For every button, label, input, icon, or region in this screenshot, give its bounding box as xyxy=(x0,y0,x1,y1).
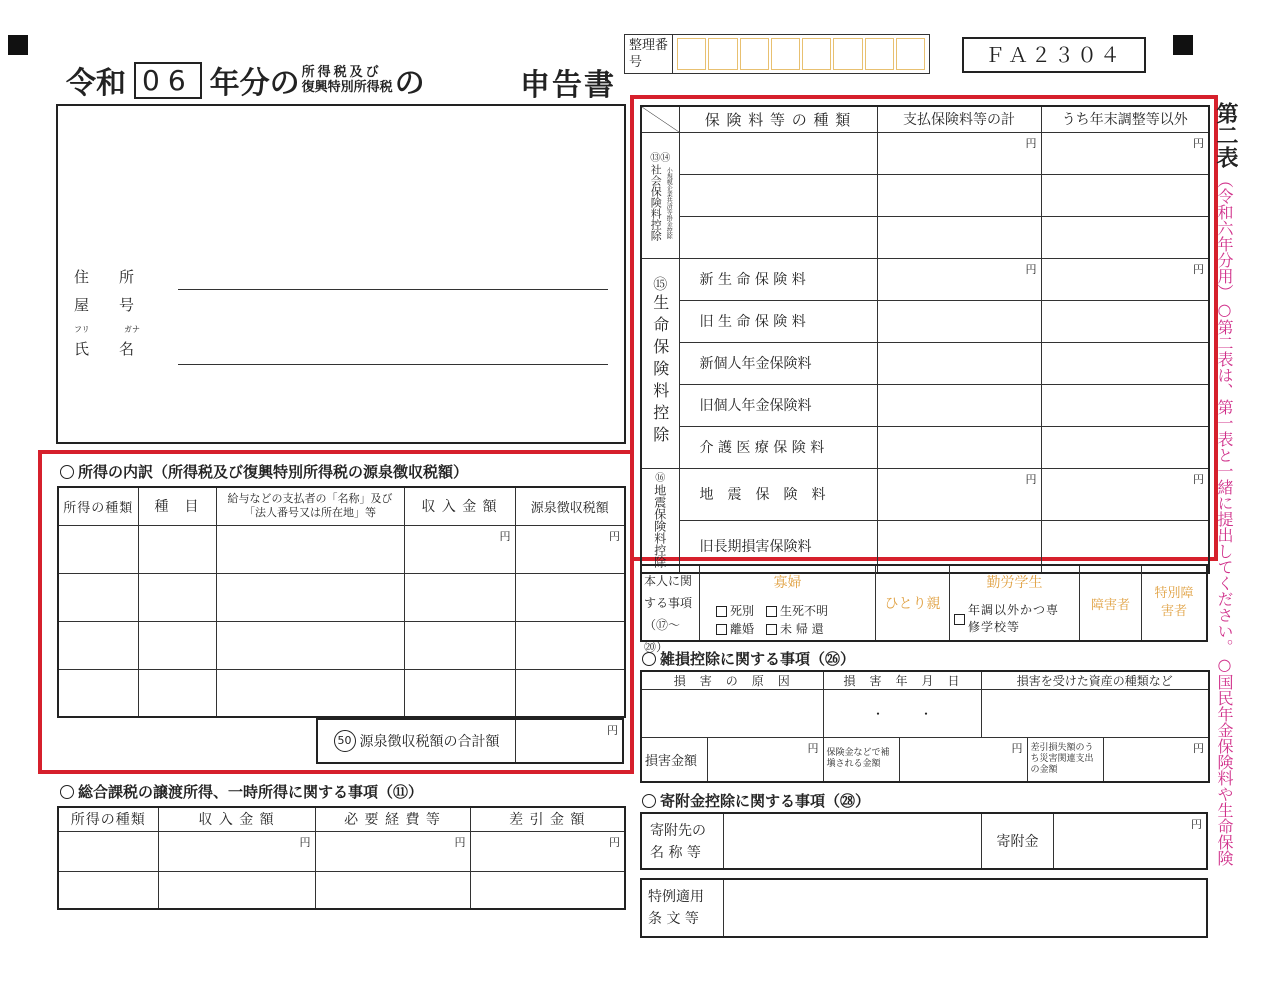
total-number-badge: 50 xyxy=(334,730,356,752)
name-label: 氏 名 xyxy=(74,340,135,358)
donation-amount-field[interactable]: 円 xyxy=(1191,818,1202,831)
income-breakdown-table xyxy=(57,486,626,718)
col-transfer-expense: 必 要 経 費 等 xyxy=(315,807,470,831)
withholding-total-field[interactable]: 円 xyxy=(607,724,618,737)
furigana-label-2: ガナ xyxy=(124,325,140,334)
side-note: （令和六年分用）○第二表は、第一表と一緒に提出してください。○国民年金保険料や生命保険 xyxy=(1215,172,1234,866)
address-line[interactable] xyxy=(178,289,608,290)
personal-label: 本人に関する事項（⑰〜⑳） xyxy=(642,566,700,640)
withholding-total-label: 源泉徴収税額の合計額 xyxy=(359,734,500,750)
personal-matters: 本人に関する事項（⑰〜⑳） 寡婦 死別 生死不明 離婚 未 帰 還 ひとり親 勤労学生 年調以外かつ専修学校等 障害者 特別障害者 xyxy=(640,564,1208,642)
col-paid-total: 支払保険料等の計 xyxy=(877,106,1041,132)
damage-amount-label: 損害金額 xyxy=(641,738,707,782)
col-asset: 損害を受けた資産の種類など xyxy=(981,671,1209,690)
col-cause: 損 害 の 原 因 xyxy=(641,671,823,690)
year-field[interactable]: 06 xyxy=(134,62,202,99)
table-row: 円 円 円 xyxy=(58,831,625,871)
form-title: 申告書 xyxy=(520,68,616,103)
life-row-label: 旧個人年金保険料 xyxy=(679,384,877,426)
col-item: 種 目 xyxy=(138,487,216,525)
era-label: 令和 xyxy=(66,66,126,101)
special-provision-field[interactable] xyxy=(724,880,1206,936)
earthquake-insurance-label: 地震保険料控除 xyxy=(652,483,667,568)
donation-row xyxy=(640,812,1208,870)
not-returned-checkbox[interactable] xyxy=(766,624,777,635)
tax-type-line2: 復興特別所得税 xyxy=(301,80,393,95)
income-breakdown-heading: 所得の内訳（所得税及び復興特別所得税の源泉徴収税額） xyxy=(60,461,468,482)
student-checkbox[interactable] xyxy=(954,614,965,625)
form-side-title: 第二表 xyxy=(1213,102,1238,168)
table-row xyxy=(58,621,625,669)
earthquake-insurance-group: ⑯ 地震保険料控除 xyxy=(641,468,679,573)
registration-mark-right xyxy=(1173,35,1193,55)
table-row: 円 円 xyxy=(58,525,625,573)
divorce-checkbox[interactable] xyxy=(716,624,727,635)
life-row-label: 新個人年金保険料 xyxy=(679,342,877,384)
life-row-label: 新 生 命 保 険 料 xyxy=(679,258,877,300)
col-insurance-type: 保 険 料 等 の 種 類 xyxy=(679,106,877,132)
life-row-label: 旧 生 命 保 険 料 xyxy=(679,300,877,342)
special-provision-row xyxy=(640,878,1208,938)
col-income-type: 所得の種類 xyxy=(58,487,138,525)
donation-amount-label: 寄附金 xyxy=(982,814,1054,868)
casualty-heading: 雑損控除に関する事項（㉖） xyxy=(642,648,855,669)
year-suffix: 年分の xyxy=(209,66,300,101)
life-insurance-group: ⑮ 生命保険料控除 xyxy=(641,258,679,468)
col-non-adjusted: うち年末調整等以外 xyxy=(1041,106,1209,132)
widow-label: 寡婦 xyxy=(773,575,802,591)
working-student-label[interactable]: 勤労学生 xyxy=(986,575,1043,591)
title-no: の xyxy=(394,66,425,101)
registration-mark-left xyxy=(8,35,28,55)
social-insurance-label: 社会保険料控除 xyxy=(649,164,663,241)
casualty-table: 損 害 の 原 因 損 害 年 月 日 損害を受けた資産の種類など ・ ・ 損害金額 円 保険金などで補塡される金額 円 差引損失額のうち災害関連支出の金額 円 xyxy=(640,670,1210,783)
special-disabled-label[interactable]: 特別障害者 xyxy=(1154,586,1194,619)
student-note: 年調以外かつ専修学校等 xyxy=(968,603,1060,634)
small-business-label: 小規模企業共済等掛金控除 xyxy=(665,166,673,239)
transfer-income-heading: 総合課税の譲渡所得、一時所得に関する事項（⑪） xyxy=(60,781,423,802)
col-payer: 給与などの支払者の「名称」及び「法人番号又は所在地」等 xyxy=(216,487,404,525)
donation-recipient-label: 寄附先の名 称 等 xyxy=(642,814,724,868)
header-diagonal xyxy=(641,106,679,132)
seiri-digits[interactable] xyxy=(673,35,929,73)
transfer-income-table xyxy=(57,806,626,910)
page-title xyxy=(66,58,425,102)
name-line[interactable] xyxy=(178,364,608,365)
furigana-label-1: フリ xyxy=(74,325,90,334)
donation-heading: 寄附金控除に関する事項（㉘） xyxy=(642,790,870,811)
trade-name-label: 屋 号 xyxy=(74,296,135,314)
eq-row-label: 地 震 保 険 料 xyxy=(679,468,877,520)
col-withholding: 源泉徴収税額 xyxy=(515,487,625,525)
donation-recipient-field[interactable] xyxy=(724,814,982,868)
identity-box xyxy=(56,104,626,444)
col-transfer-income: 収 入 金 額 xyxy=(158,807,315,831)
table-row xyxy=(58,669,625,717)
life-row-label: 介 護 医 療 保 険 料 xyxy=(679,426,877,468)
address-label: 住 所 xyxy=(74,268,135,286)
disabled-label[interactable]: 障害者 xyxy=(1080,566,1142,640)
compensation-label: 保険金などで補塡される金額 xyxy=(823,738,899,782)
tax-type-line1: 所得税及び xyxy=(301,65,382,80)
deductible-label: 差引損失額のうち災害関連支出の金額 xyxy=(1027,738,1103,782)
seiri-label: 整理番号 xyxy=(625,35,673,73)
table-row xyxy=(58,573,625,621)
withholding-total-row xyxy=(316,718,624,764)
col-transfer-diff: 差 引 金 額 xyxy=(470,807,625,831)
eq-row-label: 旧長期損害保険料 xyxy=(679,520,877,572)
social-insurance-group: ⑬⑭ 社会保険料控除 小規模企業共済等掛金控除 xyxy=(641,132,679,258)
col-date: 損 害 年 月 日 xyxy=(823,671,981,690)
table-row xyxy=(58,871,625,909)
life-insurance-label: 生命保険料控除 xyxy=(650,294,670,448)
single-parent-label[interactable]: ひとり親 xyxy=(876,566,950,640)
form-code: ＦＡ２３０４ xyxy=(962,37,1146,73)
col-transfer-type: 所得の種類 xyxy=(58,807,158,831)
insurance-table: 保 険 料 等 の 種 類 支払保険料等の計 うち年末調整等以外 ⑬⑭ 社会保険料控除 小規模企業共済等掛金控除 円 円 ⑮ 生命保険料控除 新 生 命 保 険 料 円 円 旧 生 命 保 険 料 新個人年金保険料 旧個人年金保険料 介 護 医 療 保 険 料 ⑯ 地震保険料控除 地 震 保 険 料 円 円 旧長期損害保険料 xyxy=(640,105,1210,574)
death-checkbox[interactable] xyxy=(716,606,727,617)
unknown-checkbox[interactable] xyxy=(766,606,777,617)
side-title xyxy=(1212,102,1238,942)
special-provision-label: 特例適用条 文 等 xyxy=(642,880,724,936)
col-income-amount: 収 入 金 額 xyxy=(404,487,515,525)
seiri-number-box xyxy=(624,34,930,74)
